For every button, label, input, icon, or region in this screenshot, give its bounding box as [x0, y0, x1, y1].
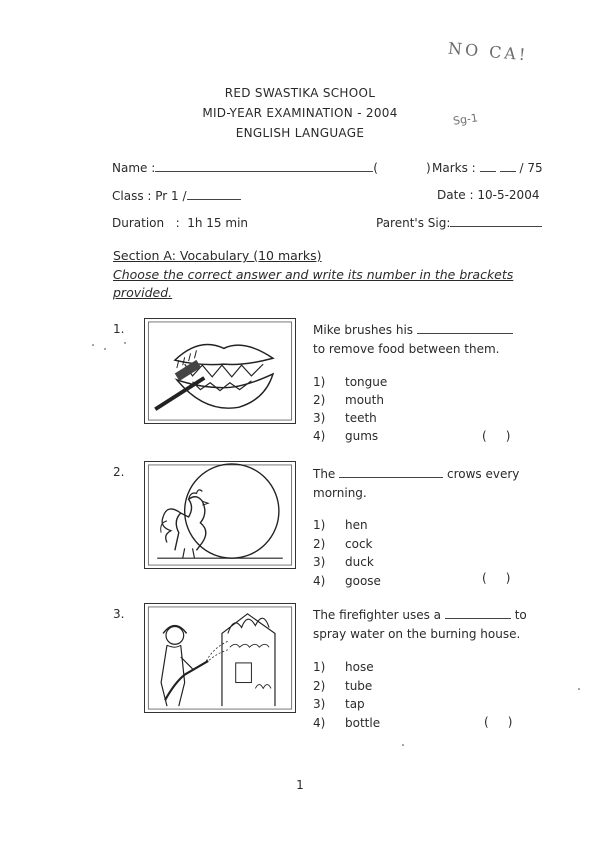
scan-speck: [92, 344, 94, 346]
question-3-answer-blank[interactable]: [445, 608, 511, 619]
marks-total: / 75: [519, 161, 543, 175]
firefighter-hose-icon: [145, 604, 295, 712]
marks-label: Marks :: [432, 161, 476, 175]
section-title: Section A: Vocabulary (10 marks): [113, 248, 322, 263]
question-2-text-inline: crows every: [446, 467, 520, 481]
parent-sign-blank[interactable]: [450, 216, 542, 227]
question-3-answer-brackets[interactable]: ( ): [484, 715, 513, 729]
question-1-answer-blank[interactable]: [417, 323, 513, 334]
option-text: tube: [345, 678, 373, 693]
option[interactable]: [313, 411, 387, 429]
section-instruction: Choose the correct answer and write its number in the brackets provided.: [113, 267, 514, 300]
question-1-answer-brackets[interactable]: ( ): [482, 429, 511, 443]
option-text: goose: [345, 573, 381, 588]
option-number: 2): [313, 678, 326, 693]
school-name: RED SWASTIKA SCHOOL: [224, 86, 376, 100]
teeth-brushing-picture: [144, 318, 296, 424]
option-text: duck: [345, 555, 374, 569]
question-2-text-after: morning.: [313, 486, 367, 500]
option-number: 3): [313, 697, 326, 711]
option[interactable]: [313, 679, 380, 698]
option-number: 2): [313, 393, 326, 407]
rooster-sunrise-picture: [144, 461, 296, 569]
option-number: 4): [313, 715, 326, 730]
question-3-text: [313, 606, 558, 644]
teeth-brushing-icon: [145, 319, 295, 423]
class-label: Class : Pr 1 /: [112, 189, 187, 203]
option[interactable]: [313, 537, 381, 556]
option[interactable]: [313, 393, 387, 411]
question-3-number: 3.: [113, 607, 125, 621]
question-2-text: [313, 465, 543, 503]
option-number: 4): [313, 573, 326, 588]
option-number: 2): [313, 536, 326, 551]
option-text: teeth: [345, 411, 377, 425]
handwritten-note: NO CA!: [447, 38, 530, 65]
name-paren-open: (: [373, 161, 378, 175]
question-3-text-inline: to: [514, 608, 527, 622]
exam-title: MID-YEAR EXAMINATION - 2004: [202, 106, 398, 120]
option[interactable]: [313, 429, 387, 447]
option-text: bottle: [345, 715, 381, 730]
page-number: 1: [296, 778, 304, 792]
question-1-text: [313, 321, 543, 359]
option-number: 3): [313, 555, 326, 569]
scan-speck: [402, 744, 404, 746]
question-2-text-before: The: [313, 467, 336, 481]
name-field: [112, 161, 431, 175]
duration-field: Duration : 1h 15 min: [112, 216, 249, 230]
option-text: hen: [345, 518, 368, 532]
question-3-text-after: spray water on the burning house.: [313, 627, 521, 641]
option-text: gums: [345, 429, 379, 443]
marks-blank-1[interactable]: [480, 161, 496, 172]
option[interactable]: [313, 574, 381, 593]
date-field: Date : 10-5-2004: [437, 188, 540, 202]
subject-title: ENGLISH LANGUAGE: [235, 126, 365, 140]
scan-speck: [578, 688, 580, 690]
question-3-options: [313, 660, 380, 734]
option-text: hose: [345, 660, 374, 674]
question-2-number: 2.: [113, 465, 125, 479]
marks-blank-2[interactable]: [500, 161, 516, 172]
question-2-answer-blank[interactable]: [339, 467, 443, 478]
class-field: [112, 189, 241, 203]
option[interactable]: [313, 660, 380, 679]
option[interactable]: [313, 555, 381, 574]
question-1-text-after: to remove food between them.: [313, 342, 500, 356]
question-1-options: [313, 375, 387, 447]
option[interactable]: [313, 375, 387, 393]
class-blank[interactable]: [187, 189, 241, 200]
option-text: tap: [345, 697, 365, 711]
option-text: cock: [345, 536, 373, 551]
option[interactable]: [313, 697, 380, 716]
firefighter-hose-picture: [144, 603, 296, 713]
scan-speck: [104, 348, 106, 350]
option-number: 1): [313, 660, 326, 674]
marks-field: [432, 161, 543, 175]
option-number: 3): [313, 411, 326, 425]
option[interactable]: [313, 716, 380, 735]
rooster-sunrise-icon: [145, 462, 295, 568]
name-blank[interactable]: [155, 161, 373, 172]
option-number: 1): [313, 375, 326, 389]
option-text: mouth: [345, 393, 384, 407]
question-2-options: [313, 518, 381, 592]
option-number: 1): [313, 518, 326, 532]
name-label: Name :: [112, 161, 156, 175]
question-1-text-before: Mike brushes his: [313, 323, 414, 337]
question-1-number: 1.: [113, 322, 125, 336]
name-paren-close: ): [425, 161, 431, 175]
option-number: 4): [313, 429, 326, 443]
option-text: tongue: [345, 375, 388, 389]
parent-signature-field: [376, 216, 542, 230]
question-3-text-before: The firefighter uses a: [313, 608, 442, 622]
option[interactable]: [313, 518, 381, 537]
scan-speck: [124, 342, 126, 344]
handwritten-side-note: Sg-1: [452, 111, 479, 128]
question-2-answer-brackets[interactable]: ( ): [482, 571, 511, 585]
parent-sign-label: Parent's Sig:: [376, 216, 451, 230]
